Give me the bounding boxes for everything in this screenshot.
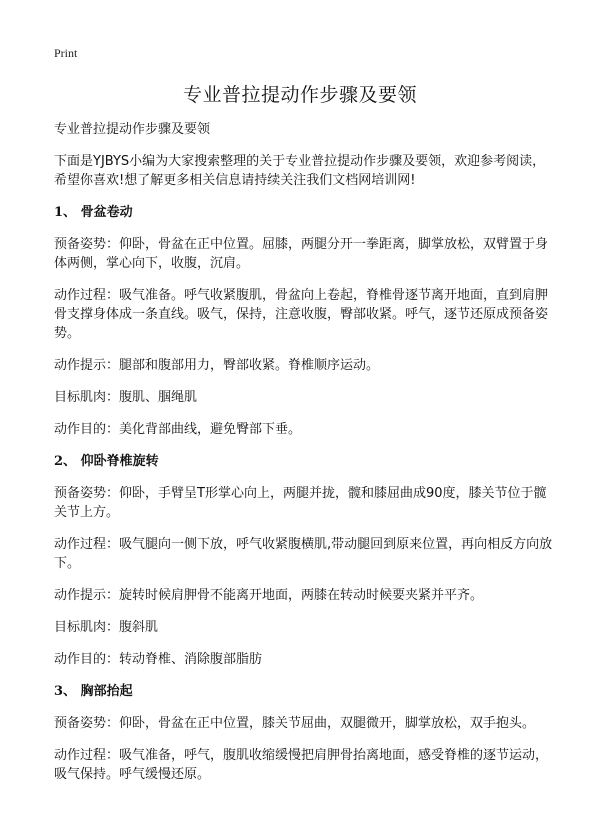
section-paragraph: 动作过程：吸气腿向一侧下放，呼气收紧腹横肌,带动腿回到原来位置，再向相反方向放下。 [54, 537, 553, 571]
section-heading: 1、 骨盆卷动 [54, 205, 133, 220]
section-paragraph: 预备姿势：仰卧，骨盆在正中位置。屈膝，两腿分开一拳距离，脚掌放松，双臂置于身体两侧，掌心向下，收腹，沉肩。 [54, 237, 549, 271]
section-paragraph: 预备姿势：仰卧，手臂呈T形掌心向上，两腿并拢，髋和膝屈曲成90度，膝关节位于髋关节上方。 [54, 486, 547, 520]
document-subtitle: 专业普拉提动作步骤及要领 [54, 122, 211, 137]
section-paragraph: 动作目的：转动脊椎、消除腹部脂肪 [54, 652, 263, 667]
section-paragraph: 目标肌肉：腹斜肌 [54, 620, 159, 635]
section-paragraph: 动作目的：美化背部曲线，避免臀部下垂。 [54, 422, 302, 437]
section-paragraph: 预备姿势：仰卧，骨盆在正中位置，膝关节屈曲，双腿微开，脚掌放松，双手抱头。 [54, 716, 536, 731]
section-paragraph: 目标肌肉：腹肌、腘绳肌 [54, 390, 198, 405]
section-chest-lift [54, 682, 554, 784]
section-pelvic-curl [54, 203, 554, 439]
document-title: 专业普拉提动作步骤及要领 [182, 84, 417, 106]
print-link[interactable]: Print [54, 46, 78, 60]
section-paragraph: 动作过程：吸气准备。呼气收紧腹肌，骨盆向上卷起，脊椎骨逐节离开地面，直到肩胛骨支撑身体成一条直线。吸气，保持，注意收腹，臀部收紧。呼气，逐节还原成预备姿势。 [54, 288, 549, 341]
intro-paragraph: 下面是YJBYS小编为大家搜索整理的关于专业普拉提动作步骤及要领，欢迎参考阅读，希望你喜欢!想了解更多相关信息请持续关注我们文档网培训网! [54, 154, 546, 188]
section-paragraph: 动作过程：吸气准备，呼气，腹肌收缩缓慢把肩胛骨抬离地面，感受脊椎的逐节运动，吸气保持。呼气缓慢还原。 [54, 748, 549, 782]
section-supine-spine-twist [54, 452, 554, 669]
section-paragraph: 动作提示：旋转时候肩胛骨不能离开地面，两膝在转动时候要夹紧并平齐。 [54, 588, 484, 603]
document-body [54, 120, 554, 797]
section-heading: 2、 仰卧脊椎旋转 [54, 454, 159, 469]
section-heading: 3、 胸部抬起 [54, 684, 133, 699]
section-paragraph: 动作提示：腿部和腹部用力，臀部收紧。脊椎顺序运动。 [54, 358, 380, 373]
